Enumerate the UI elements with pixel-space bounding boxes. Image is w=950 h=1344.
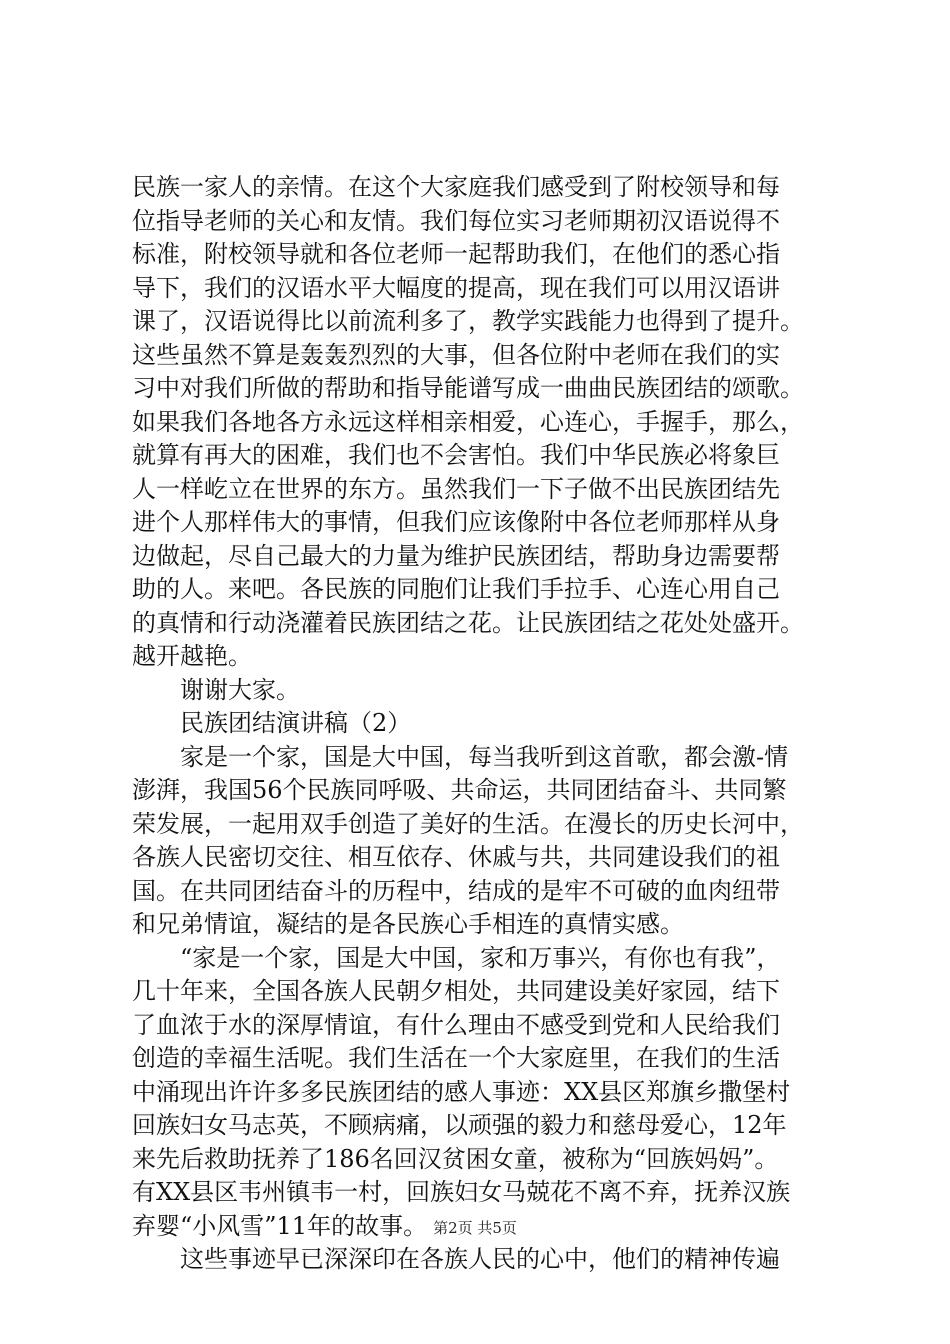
text-line: 导下，我们的汉语水平大幅度的提高，现在我们可以用汉语讲 bbox=[132, 273, 780, 302]
text-line: 位指导老师的关心和友情。我们每位实习老师期初汉语说得不 bbox=[132, 206, 780, 235]
document-body bbox=[132, 171, 852, 1277]
text-line: 了血浓于水的深厚情谊，有什么理由不感受到党和人民给我们 bbox=[132, 1010, 780, 1039]
text-line: 各族人民密切交往、相互依存、休戚与共，共同建设我们的祖 bbox=[132, 843, 780, 871]
page-footer: 第2页 共5页 bbox=[433, 1219, 517, 1237]
text-line: 回族妇女马志英，不顾病痛，以顽强的毅力和慈母爱心，12年 bbox=[132, 1111, 787, 1139]
text-line: 边做起，尽自己最大的力量为维护民族团结，帮助身边需要帮 bbox=[132, 541, 780, 570]
text-line: 国。在共同团结奋斗的历程中，结成的是牢不可破的血肉纽带 bbox=[132, 876, 780, 905]
text-line: 弃婴“小风雪”11年的故事。 bbox=[132, 1211, 428, 1240]
text-line: “家是一个家，国是大中国，家和万事兴，有你也有我”， bbox=[180, 943, 781, 972]
text-line: 和兄弟情谊，凝结的是各民族心手相连的真情实感。 bbox=[132, 910, 684, 938]
text-line: 荣发展，一起用双手创造了美好的生活。在漫长的历史长河中， bbox=[132, 809, 804, 838]
text-line: 如果我们各地各方永远这样相亲相爱，心连心，手握手，那么， bbox=[132, 407, 804, 436]
text-line: 澎湃，我国56个民族同呼吸、共命运，共同团结奋斗、共同繁 bbox=[132, 776, 787, 804]
text-line: 就算有再大的困难，我们也不会害怕。我们中华民族必将象巨 bbox=[132, 441, 780, 469]
text-line: 民族一家人的亲情。在这个大家庭我们感受到了附校领导和每 bbox=[132, 173, 780, 201]
text-line: 有XX县区韦州镇韦一村，回族妇女马兢花不离不弃，抚养汉族 bbox=[132, 1178, 791, 1206]
text-line: 中涌现出许许多多民族团结的感人事迹：XX县区郑旗乡撒堡村 bbox=[132, 1077, 791, 1106]
text-line: 谢谢大家。 bbox=[180, 675, 300, 704]
text-line: 的真情和行动浇灌着民族团结之花。让民族团结之花处处盛开。 bbox=[132, 608, 804, 637]
text-line: 人一样屹立在世界的东方。虽然我们一下子做不出民族团结先 bbox=[132, 474, 780, 503]
text-line: 几十年来，全国各族人民朝夕相处，共同建设美好家园，结下 bbox=[132, 977, 780, 1005]
text-line: 课了，汉语说得比以前流利多了，教学实践能力也得到了提升。 bbox=[132, 307, 804, 335]
text-line: 进个人那样伟大的事情，但我们应该像附中各位老师那样从身 bbox=[132, 508, 780, 536]
text-line: 民族团结演讲稿（2） bbox=[180, 709, 412, 737]
text-line: 标准，附校领导就和各位老师一起帮助我们，在他们的悉心指 bbox=[132, 240, 780, 268]
text-line: 这些事迹早已深深印在各族人民的心中，他们的精神传遍 bbox=[180, 1245, 780, 1273]
text-line: 这些虽然不算是轰轰烈烈的大事，但各位附中老师在我们的实 bbox=[132, 340, 780, 369]
text-line: 家是一个家，国是大中国，每当我听到这首歌，都会激-情 bbox=[180, 742, 789, 771]
text-line: 助的人。来吧。各民族的同胞们让我们手拉手、心连心用自己 bbox=[132, 575, 780, 603]
text-line: 习中对我们所做的帮助和指导能谱写成一曲曲民族团结的颂歌。 bbox=[132, 374, 804, 402]
text-line: 来先后救助抚养了186名回汉贫困女童，被称为“回族妈妈”。 bbox=[132, 1144, 779, 1173]
text-line: 创造的幸福生活呢。我们生活在一个大家庭里，在我们的生活 bbox=[132, 1044, 780, 1072]
text-line: 越开越艳。 bbox=[132, 642, 252, 670]
